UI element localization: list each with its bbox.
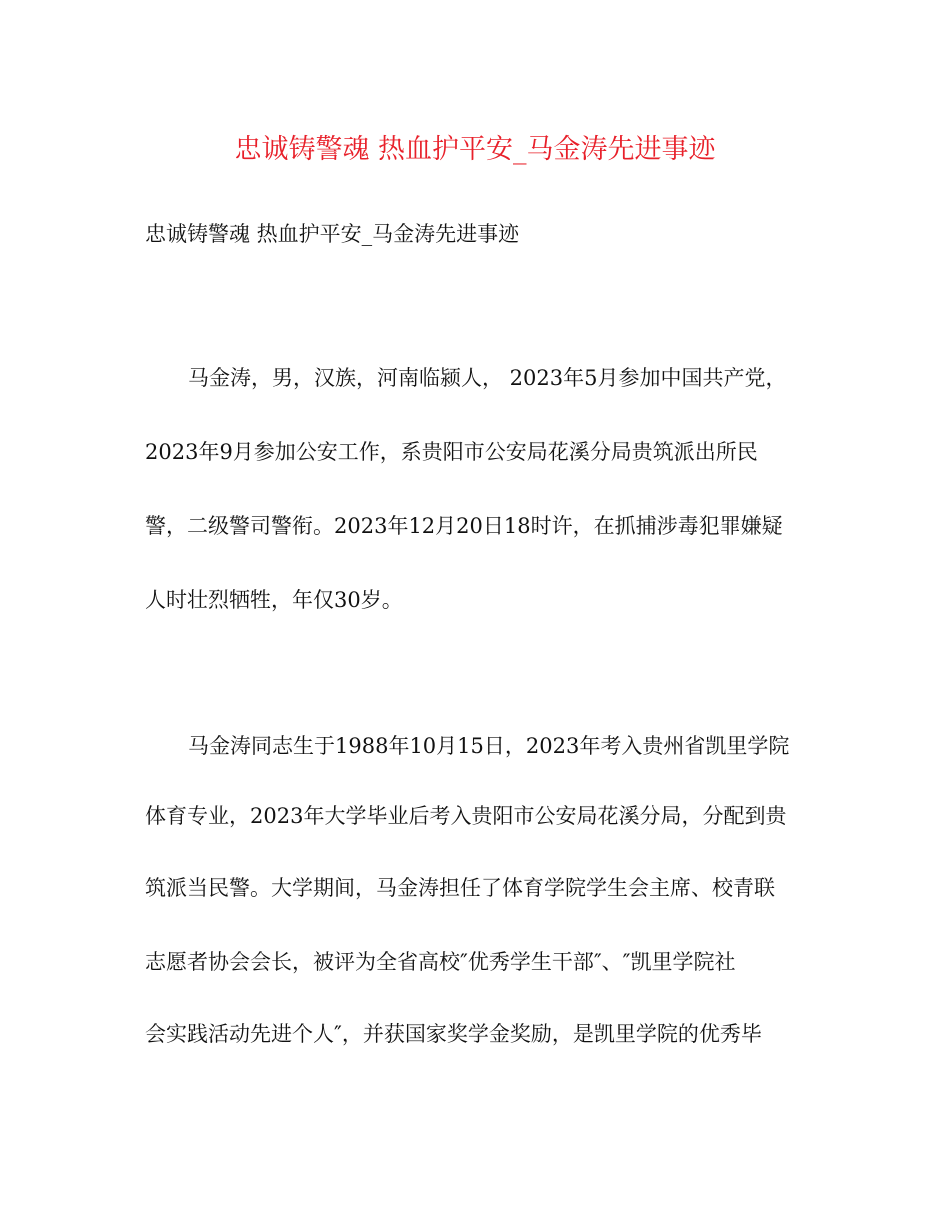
paragraph-1-line-1: 马金涛，男，汉族，河南临颍人， 2023年5月参加中国共产党， [188, 366, 787, 390]
paragraph-2-line-5: 会实践活动先进个人″，并获国家奖学金奖励，是凯里学院的优秀毕 [145, 1022, 762, 1046]
paragraph-1-line-4: 人时壮烈牺牲，年仅30岁。 [145, 588, 403, 612]
paragraph-2-line-2: 体育专业，2023年大学毕业后考入贵阳市公安局花溪分局，分配到贵 [145, 804, 787, 828]
paragraph-2-line-3: 筑派当民警。大学期间，马金涛担任了体育学院学生会主席、校青联 [145, 876, 775, 900]
paragraph-2-line-4: 志愿者协会会长，被评为全省高校″优秀学生干部″、″凯里学院社 [145, 950, 736, 974]
paragraph-1-line-3: 警，二级警司警衔。2023年12月20日18时许，在抓捕涉毒犯罪嫌疑 [145, 514, 783, 538]
document-title: 忠诚铸警魂 热血护平安_马金涛先进事迹 [234, 134, 716, 165]
paragraph-1-line-2: 2023年9月参加公安工作，系贵阳市公安局花溪分局贵筑派出所民 [145, 440, 758, 464]
document-subtitle: 忠诚铸警魂 热血护平安_马金涛先进事迹 [145, 222, 520, 246]
paragraph-2-line-1: 马金涛同志生于1988年10月15日，2023年考入贵州省凯里学院 [188, 734, 790, 758]
